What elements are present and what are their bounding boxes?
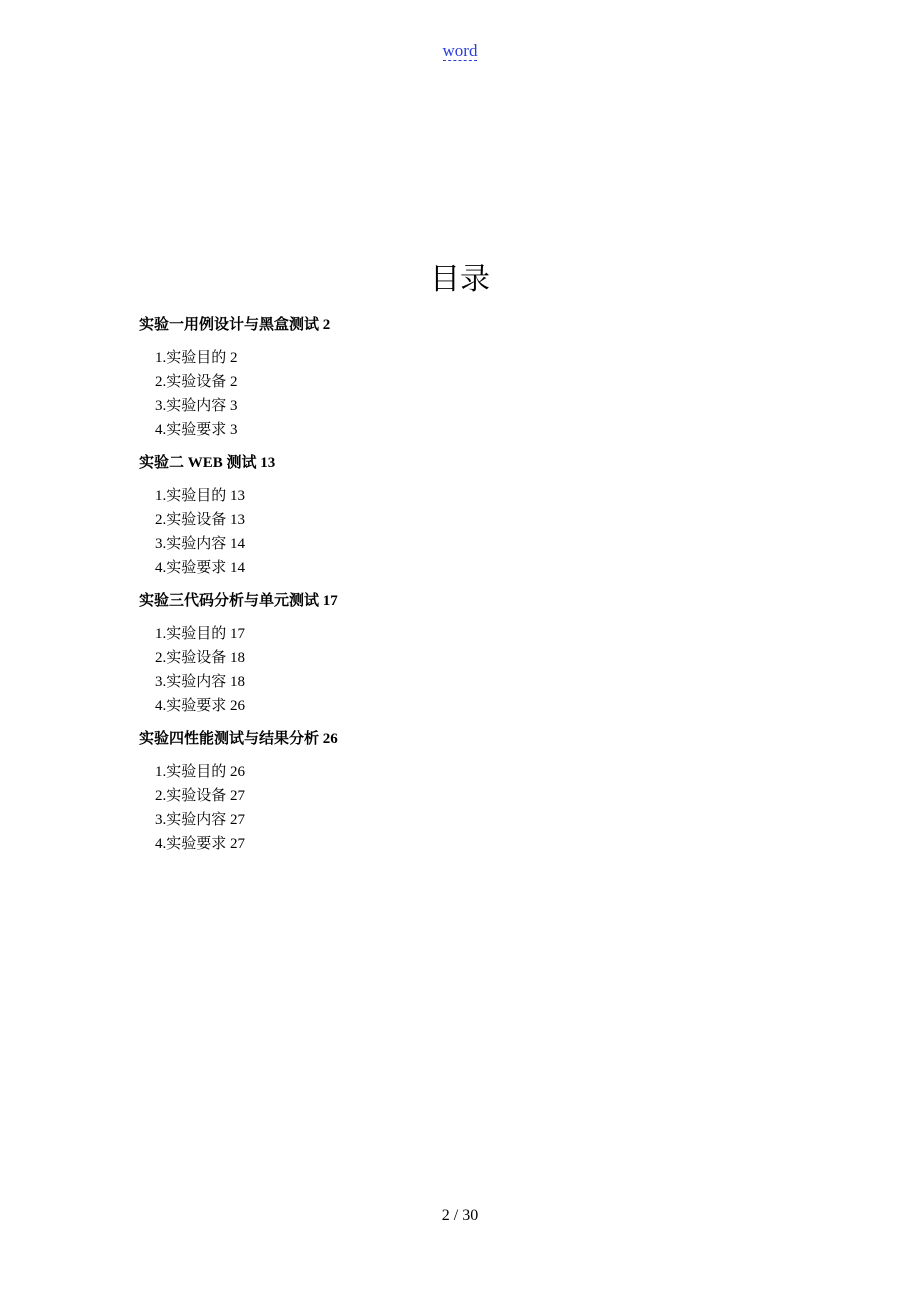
toc-chapter-2 [139,451,779,580]
toc-section[interactable]: 2.实验设备 18 [155,650,246,666]
toc-section[interactable]: 2.实验设备 13 [155,512,246,528]
toc-section[interactable]: 4.实验要求 27 [155,836,246,852]
toc-chapter-title[interactable]: 实验二 WEB 测试 13 [139,455,276,471]
toc-chapter-title[interactable]: 实验一用例设计与黑盒测试 2 [139,317,331,333]
toc-chapter-1 [139,313,779,442]
toc-section[interactable]: 4.实验要求 3 [155,422,238,438]
toc-section[interactable]: 3.实验内容 14 [155,536,246,552]
page-header [0,40,920,62]
toc-section[interactable]: 4.实验要求 26 [155,698,246,714]
toc-section[interactable]: 2.实验设备 27 [155,788,246,804]
toc-chapter-title[interactable]: 实验三代码分析与单元测试 17 [139,593,338,609]
toc-section[interactable]: 3.实验内容 3 [155,398,238,414]
toc-chapter-3 [139,589,779,718]
toc-section[interactable]: 3.实验内容 27 [155,812,246,828]
toc-section[interactable]: 4.实验要求 14 [155,560,246,576]
toc-title: 目录 [430,262,490,297]
table-of-contents [139,313,779,856]
toc-section[interactable]: 1.实验目的 13 [155,488,246,504]
toc-section[interactable]: 1.实验目的 2 [155,350,238,366]
toc-section[interactable]: 3.实验内容 18 [155,674,246,690]
toc-section[interactable]: 2.实验设备 2 [155,374,238,390]
toc-section[interactable]: 1.实验目的 17 [155,626,246,642]
toc-section[interactable]: 1.实验目的 26 [155,764,246,780]
page-number: 2 / 30 [441,1207,479,1224]
header-word-link[interactable]: word [442,41,478,60]
toc-chapter-4 [139,727,779,856]
toc-chapter-title[interactable]: 实验四性能测试与结果分析 26 [139,731,338,747]
